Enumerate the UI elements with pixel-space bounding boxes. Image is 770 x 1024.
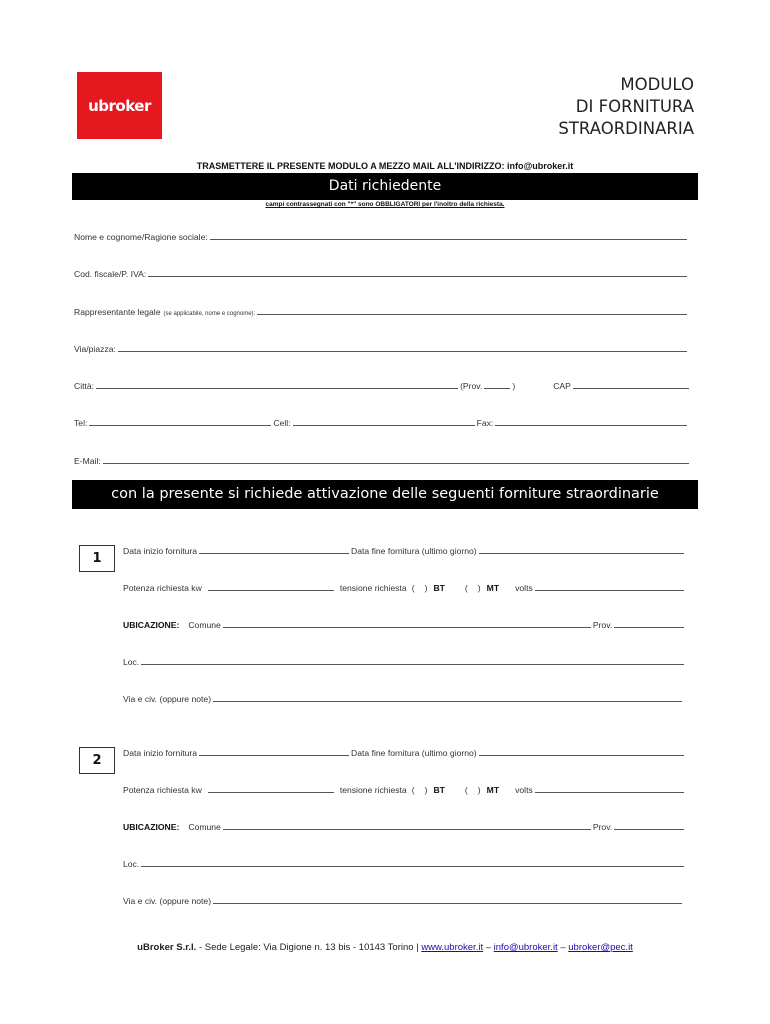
ubicazione-label: UBICAZIONE: bbox=[123, 620, 180, 630]
section-header-dati-richiedente: Dati richiedente bbox=[72, 173, 698, 200]
supply-2-potenza-row bbox=[123, 785, 686, 795]
supply-2-via-field[interactable] bbox=[213, 903, 682, 904]
bt-label: BT bbox=[433, 583, 445, 593]
supply-2-number: 2 bbox=[79, 747, 115, 774]
email-field[interactable] bbox=[103, 463, 689, 464]
nome-field[interactable] bbox=[210, 239, 687, 240]
prov-field[interactable] bbox=[484, 388, 510, 389]
section-header-forniture: con la presente si richiede attivazione delle seguenti forniture straordinarie bbox=[72, 480, 698, 509]
nome-label: Nome e cognome/Ragione sociale: bbox=[74, 232, 208, 242]
email-label: E-Mail: bbox=[74, 456, 101, 466]
ubicazione-label: UBICAZIONE: bbox=[123, 822, 180, 832]
via-civ-label: Via e civ. (oppure note) bbox=[123, 896, 212, 906]
via-civ-label: Via e civ. (oppure note) bbox=[123, 694, 212, 704]
supply-2-volts-field[interactable] bbox=[535, 792, 684, 793]
data-inizio-label: Data inizio fornitura bbox=[123, 546, 198, 556]
cap-field[interactable] bbox=[573, 388, 689, 389]
supply-1-comune-field[interactable] bbox=[223, 627, 591, 628]
supply-2-ubicazione-row bbox=[123, 822, 686, 832]
cod-row bbox=[74, 269, 689, 279]
cod-label: Cod. fiscale/P. IVA: bbox=[74, 269, 147, 279]
supply-1-volts-field[interactable] bbox=[535, 590, 684, 591]
logo-text: ubroker bbox=[88, 96, 151, 115]
supply-1-loc-field[interactable] bbox=[141, 664, 684, 665]
supply-1-loc-row bbox=[123, 657, 686, 667]
loc-label: Loc. bbox=[123, 657, 140, 667]
title-line-2: DI FORNITURA bbox=[575, 97, 694, 116]
footer-email-link[interactable]: info@ubroker.it bbox=[493, 942, 558, 953]
supply-1-potenza-row bbox=[123, 583, 686, 593]
footer-address: - Sede Legale: Via Digione n. 13 bis - 10143 Torino | bbox=[196, 942, 422, 953]
footer-pec-link[interactable]: ubroker@pec.it bbox=[568, 942, 633, 953]
email-row bbox=[74, 456, 691, 466]
mt-label: MT bbox=[486, 583, 500, 593]
supply-1-potenza-field[interactable] bbox=[208, 590, 334, 591]
data-fine-label: Data fine fornitura (ultimo giorno) bbox=[351, 748, 477, 758]
comune-label: Comune bbox=[188, 620, 221, 630]
transmit-instruction: TRASMETTERE IL PRESENTE MODULO A MEZZO MAIL ALL'INDIRIZZO: info@ubroker.it bbox=[196, 161, 574, 171]
footer bbox=[0, 942, 770, 953]
cell-field[interactable] bbox=[293, 425, 475, 426]
citta-field[interactable] bbox=[96, 388, 458, 389]
prov-label: (Prov. bbox=[460, 381, 483, 391]
potenza-label: Potenza richiesta kw bbox=[123, 583, 202, 593]
footer-sep-1: – bbox=[483, 942, 494, 953]
bt-paren-close: ) bbox=[424, 583, 428, 593]
potenza-label: Potenza richiesta kw bbox=[123, 785, 202, 795]
via-field[interactable] bbox=[118, 351, 687, 352]
fax-field[interactable] bbox=[495, 425, 687, 426]
supply-1-via-field[interactable] bbox=[213, 701, 682, 702]
mt-label: MT bbox=[486, 785, 500, 795]
prov-close: ) bbox=[512, 381, 516, 391]
contatti-row bbox=[74, 418, 689, 428]
supply-2-prov-field[interactable] bbox=[614, 829, 684, 830]
footer-company: uBroker S.r.l. bbox=[137, 942, 197, 953]
supply-1-data-fine-field[interactable] bbox=[479, 553, 684, 554]
tel-field[interactable] bbox=[89, 425, 271, 426]
supply-2-date-row bbox=[123, 748, 686, 758]
data-inizio-label: Data inizio fornitura bbox=[123, 748, 198, 758]
supply-1-prov-field[interactable] bbox=[614, 627, 684, 628]
supply-2-via-row bbox=[123, 896, 684, 906]
document-title bbox=[394, 74, 694, 140]
nome-row bbox=[74, 232, 689, 242]
comune-label: Comune bbox=[188, 822, 221, 832]
rappresentante-label: Rappresentante legale bbox=[74, 307, 161, 317]
rappresentante-hint: (se applicabile, nome e cognome): bbox=[163, 311, 256, 317]
via-row bbox=[74, 344, 689, 354]
mt-paren-close: ) bbox=[477, 583, 481, 593]
supply-1-number: 1 bbox=[79, 545, 115, 572]
bt-paren-close: ) bbox=[424, 785, 428, 795]
tel-label: Tel: bbox=[74, 418, 88, 428]
supply-1-ubicazione-row bbox=[123, 620, 686, 630]
mt-paren-close: ) bbox=[477, 785, 481, 795]
rappresentante-field[interactable] bbox=[257, 314, 687, 315]
title-line-1: MODULO bbox=[620, 75, 694, 94]
volts-label: volts bbox=[515, 785, 533, 795]
cod-field[interactable] bbox=[148, 276, 687, 277]
title-line-3: STRAORDINARIA bbox=[558, 119, 694, 138]
supply-2-data-fine-field[interactable] bbox=[479, 755, 684, 756]
supply-2-data-inizio-field[interactable] bbox=[199, 755, 349, 756]
data-fine-label: Data fine fornitura (ultimo giorno) bbox=[351, 546, 477, 556]
volts-label: volts bbox=[515, 583, 533, 593]
tensione-label: tensione richiesta bbox=[339, 785, 407, 795]
prov-label: Prov. bbox=[592, 620, 613, 630]
citta-label: Città: bbox=[74, 381, 95, 391]
tensione-label: tensione richiesta bbox=[339, 583, 407, 593]
mt-paren-open: ( bbox=[464, 583, 468, 593]
cap-label: CAP bbox=[553, 381, 571, 391]
cell-label: Cell: bbox=[273, 418, 291, 428]
bt-label: BT bbox=[433, 785, 445, 795]
supply-2-loc-field[interactable] bbox=[141, 866, 684, 867]
supply-2-comune-field[interactable] bbox=[223, 829, 591, 830]
supply-2-potenza-field[interactable] bbox=[208, 792, 334, 793]
supply-1-via-row bbox=[123, 694, 684, 704]
ubroker-logo bbox=[77, 72, 162, 139]
rappresentante-row bbox=[74, 307, 689, 317]
citta-row bbox=[74, 381, 691, 391]
bt-paren-open: ( bbox=[411, 583, 415, 593]
loc-label: Loc. bbox=[123, 859, 140, 869]
mandatory-fields-note: campi contrassegnati con "*" sono OBBLIGATORI per l'inoltro della richiesta. bbox=[265, 201, 505, 208]
supply-1-date-row bbox=[123, 546, 686, 556]
bt-paren-open: ( bbox=[411, 785, 415, 795]
footer-sep-2: – bbox=[557, 942, 569, 953]
prov-label: Prov. bbox=[592, 822, 613, 832]
via-label: Via/piazza: bbox=[74, 344, 116, 354]
mt-paren-open: ( bbox=[464, 785, 468, 795]
supply-1-data-inizio-field[interactable] bbox=[199, 553, 349, 554]
fax-label: Fax: bbox=[476, 418, 494, 428]
footer-website-link[interactable]: www.ubroker.it bbox=[421, 942, 484, 953]
supply-2-loc-row bbox=[123, 859, 686, 869]
